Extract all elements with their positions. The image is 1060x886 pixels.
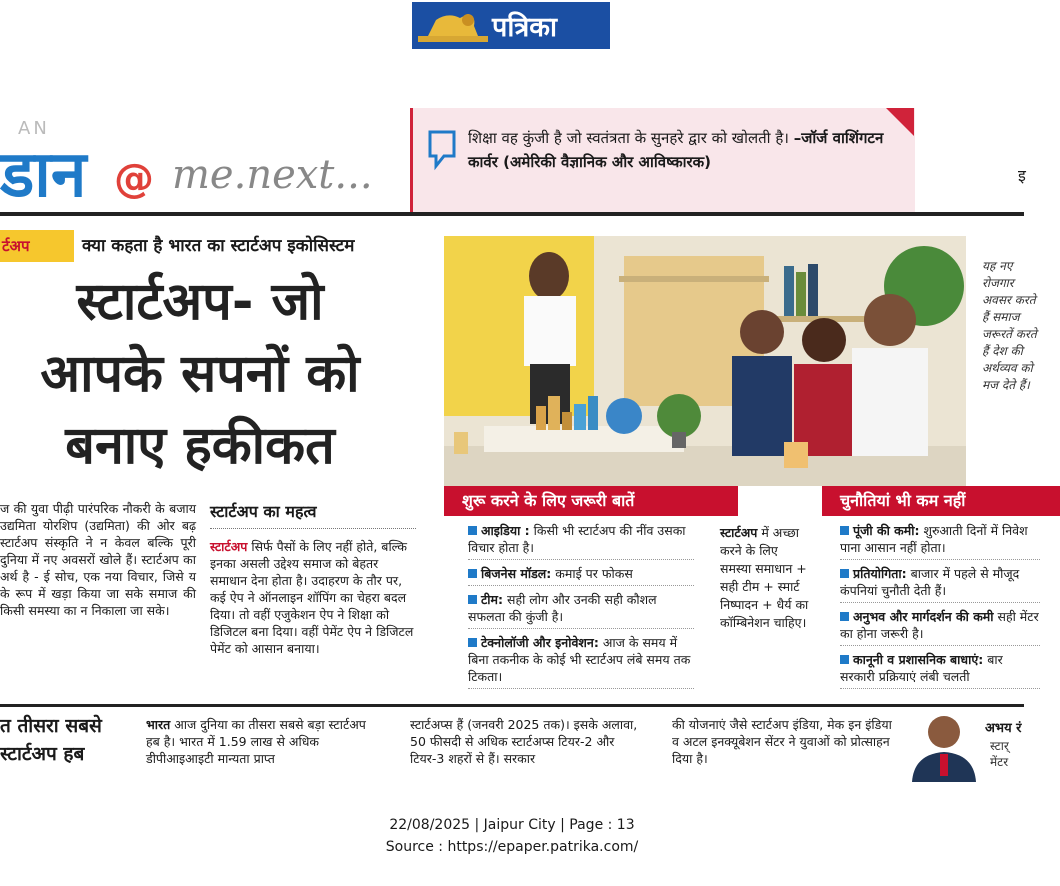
globe-icon bbox=[606, 398, 642, 434]
hub-paragraph-1: भारत आज दुनिया का तीसरा सबसे बड़ा स्टार्टअप हब है। भारत में 1.59 लाख से अधिक डीपीआइआइटी मान्यता प्राप्त bbox=[146, 717, 366, 766]
summary-lead: स्टार्टअप bbox=[720, 525, 758, 540]
headline-line: स्टार्टअप- जो bbox=[76, 272, 324, 332]
essentials-summary bbox=[720, 524, 812, 632]
list-item: अनुभव और मार्गदर्शन की कमी सही मेंटर का होना जरूरी है। bbox=[840, 608, 1040, 646]
author-avatar bbox=[898, 706, 988, 782]
quote-icon bbox=[428, 130, 456, 168]
bullet-square-icon bbox=[840, 526, 849, 535]
bullet-square-icon bbox=[468, 638, 477, 647]
list-item: आइडिया : किसी भी स्टार्टअप की नींव उसका विचार होता है। bbox=[468, 522, 694, 560]
hub-heading: त तीसरा सबसे स्टार्टअप हब bbox=[0, 715, 102, 765]
right-teaser: यह नए रोजगार अवसर करते हैं समाज जरूरतें करते हैं देश की अर्थव्यव को मज देते हैं। bbox=[982, 259, 1037, 392]
lion-emblem-icon bbox=[418, 6, 488, 46]
quote-author: –जॉर्ज वाशिंगटन कार्वर (अमेरिकी वैज्ञानिक और आविष्कारक) bbox=[468, 129, 884, 171]
plant-icon bbox=[657, 394, 701, 438]
list-item: टीम: सही लोग और उनकी सही कौशल सफलता की कुंजी है। bbox=[468, 591, 694, 629]
heading-underline bbox=[210, 528, 416, 529]
challenges-list bbox=[840, 522, 1040, 694]
essentials-list bbox=[468, 522, 694, 694]
hub-paragraph-2: स्टार्टअप्स हैं (जनवरी 2025 तक)। इसके अलावा, 50 फीसदी से अधिक स्टार्टअप्स टियर-2 और टियर-3 शहरों से हैं। सरकार bbox=[410, 717, 638, 766]
logo-text: पत्रिका bbox=[492, 12, 557, 43]
list-item: टेक्नोलॉजी और इनोवेशन: आज के समय में बिना तकनीक के कोई भी स्टार्टअप लंबे समय तक टिकता। bbox=[468, 634, 694, 689]
section-at-sign: @ bbox=[114, 156, 154, 202]
essentials-header: शुरू करने के लिए जरूरी बातें bbox=[444, 486, 738, 516]
list-item: पूंजी की कमी: शुरुआती दिनों में निवेश पाना आसान नहीं होता। bbox=[840, 522, 1040, 560]
section-label-small: AN bbox=[18, 118, 50, 139]
bullet-square-icon bbox=[468, 595, 477, 604]
headline bbox=[0, 266, 420, 482]
footer-date-line: 22/08/2025 | Jaipur City | Page : 13 bbox=[389, 817, 635, 833]
list-item: बिजनेस मॉडल: कमाई पर फोकस bbox=[468, 565, 694, 586]
kicker: क्या कहता है भारत का स्टार्टअप इकोसिस्टम bbox=[82, 236, 355, 256]
quote-corner bbox=[886, 108, 914, 136]
headline-line: आपके सपनों को bbox=[40, 344, 360, 404]
patrika-logo bbox=[412, 2, 610, 49]
person-woman-standing bbox=[529, 252, 569, 300]
person-man-1 bbox=[732, 310, 792, 456]
bullet-square-icon bbox=[468, 569, 477, 578]
top-divider bbox=[0, 212, 1024, 216]
importance-heading: स्टार्टअप का महत्व bbox=[210, 502, 317, 521]
footer-source-line[interactable]: Source : https://epaper.patrika.com/ bbox=[385, 839, 639, 855]
quote-edge-char: इ bbox=[1018, 166, 1026, 185]
quote-body: शिक्षा वह कुंजी है जो स्वतंत्रता के सुनहरे द्वार को खोलती है। bbox=[468, 129, 789, 147]
section-tag: र्टअप bbox=[0, 230, 74, 262]
quote-text bbox=[468, 126, 888, 174]
challenges-header: चुनौतियां भी कम नहीं bbox=[822, 486, 1060, 516]
bottom-divider bbox=[0, 704, 1024, 707]
importance-lead: स्टार्टअप bbox=[210, 539, 248, 554]
team-photo bbox=[444, 236, 966, 486]
importance-body: सिर्फ पैसों के लिए नहीं होते, बल्कि इनका असली उद्देश्य समाज को बेहतर समाधान देना होता है। उदाहरण के तौर पर, कई ऐप ने ऑनलाइन शॉपिंग का चेहरा बदल दिया। तो वहीं एजुकेशन ऐप ने शिक्षा को डिजिटल बना दिया। वहीं पेमेंट ऐप ने डिजिटल पेमेंट को आसान बनाया। bbox=[210, 539, 414, 656]
importance-column bbox=[210, 538, 418, 657]
section-title: डान bbox=[0, 138, 87, 212]
bullet-square-icon bbox=[840, 655, 849, 664]
section-tagline: me.next... bbox=[172, 152, 373, 198]
summary-body: में अच्छा करने के लिए समस्या समाधान + सही टीम + स्मार्ट निष्पादन + धैर्य का कॉम्बिनेशन चाहिए। bbox=[720, 525, 809, 630]
headline-line: बनाए हकीकत bbox=[65, 416, 335, 476]
page-footer bbox=[0, 814, 1024, 858]
list-item: प्रतियोगिता: बाजार में पहले से मौजूद कंपनियां चुनौती देती हैं। bbox=[840, 565, 1040, 603]
bullet-square-icon bbox=[840, 612, 849, 621]
bullet-square-icon bbox=[840, 569, 849, 578]
bullet-square-icon bbox=[468, 526, 477, 535]
author-name: अभय रं bbox=[985, 721, 1022, 736]
hub-paragraph-3: की योजनाएं जैसे स्टार्टअप इंडिया, मेक इन इंडिया व अटल इनक्यूबेशन सेंटर ने युवाओं को प्रोत्साहन दिया है। bbox=[672, 717, 892, 766]
author-role: स्टार् मेंटर bbox=[990, 739, 1009, 769]
list-item: कानूनी व प्रशासनिक बाधाएं: बार सरकारी प्रक्रियाएं लंबी चलती bbox=[840, 651, 1040, 689]
intro-column: ज की युवा पीढ़ी पारंपरिक नौकरी के बजाय उद्यमिता योरशिप (उद्यमिता) की ओर बढ़ स्टार्टअप संस्कृति ने न केवल बल्कि पूरी दुनिया में नए अवसरों खोले हैं। स्टार्टअप का अर्थ है - ई सोच, एक नया विचार, जिसे य के रूप में खड़ा किया जा सके समाज की किसी समस्या का न निकाला जा सके। bbox=[0, 501, 196, 618]
person-woman-2 bbox=[794, 318, 854, 456]
